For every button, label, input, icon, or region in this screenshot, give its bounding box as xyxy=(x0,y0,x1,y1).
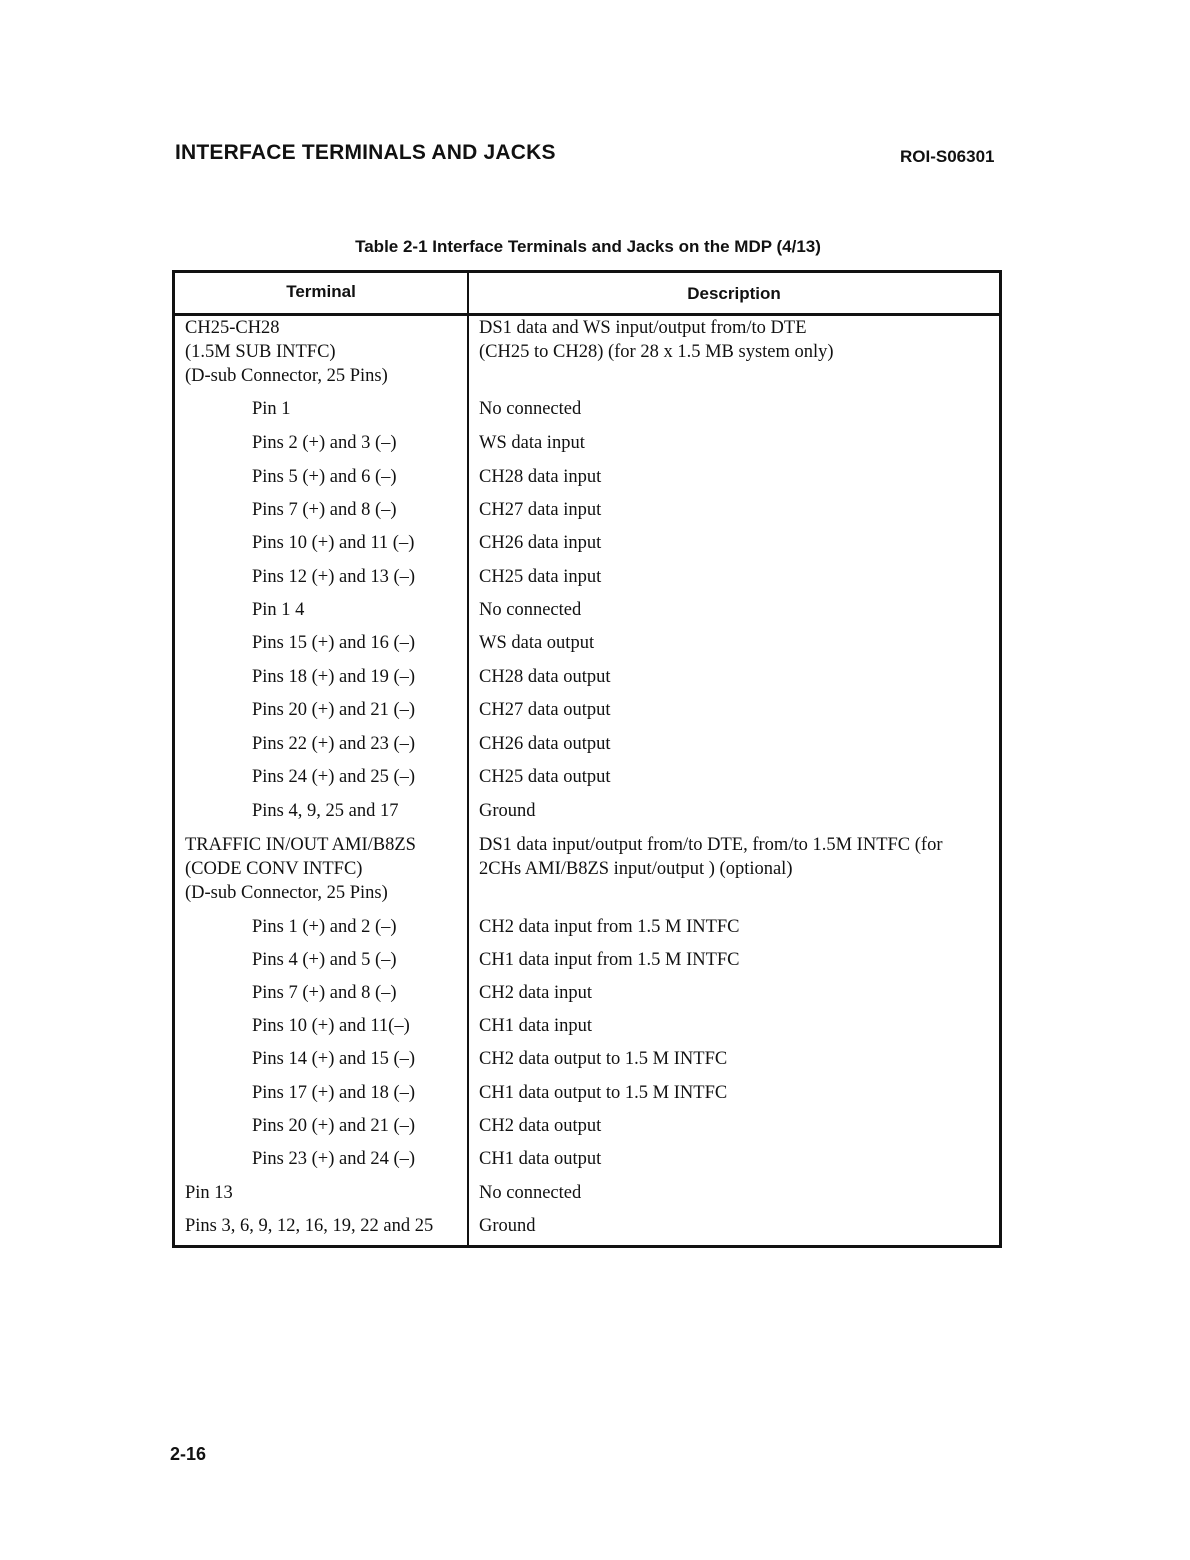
interface-terminals-table xyxy=(172,270,1002,1248)
terminal-text: Pins 4, 9, 25 and 17 xyxy=(252,801,399,821)
table-caption: Table 2-1 Interface Terminals and Jacks on the MDP (4/13) xyxy=(355,237,821,256)
terminal-text: Pins 2 (+) and 3 (–) xyxy=(252,433,397,453)
terminal-text: Pin 1 4 xyxy=(252,600,305,620)
document-id: ROI-S06301 xyxy=(900,147,995,166)
terminal-text: (CODE CONV INTFC) xyxy=(185,859,363,879)
terminal-text: Pin 1 xyxy=(252,399,291,419)
description-cell xyxy=(479,631,994,655)
terminal-cell xyxy=(185,316,465,388)
description-text: CH2 data output xyxy=(479,1116,602,1136)
terminal-text: CH25-CH28 xyxy=(185,318,280,338)
terminal-text: Pins 7 (+) and 8 (–) xyxy=(252,983,397,1003)
description-text: (CH25 to CH28) (for 28 x 1.5 MB system only) xyxy=(479,342,834,362)
terminal-text: Pins 10 (+) and 11 (–) xyxy=(252,533,415,553)
column-header-description: Description xyxy=(687,284,781,303)
terminal-cell xyxy=(185,1181,465,1205)
page-section-title: INTERFACE TERMINALS AND JACKS xyxy=(175,141,556,164)
description-cell xyxy=(479,465,994,489)
terminal-cell xyxy=(185,1214,465,1238)
description-text: No connected xyxy=(479,1183,582,1203)
terminal-text: Pin 13 xyxy=(185,1183,233,1203)
description-text: CH28 data output xyxy=(479,667,611,687)
terminal-text: (1.5M SUB INTFC) xyxy=(185,342,336,362)
description-cell xyxy=(479,665,994,689)
description-text: CH27 data output xyxy=(479,700,611,720)
description-text: 2CHs AMI/B8ZS input/output ) (optional) xyxy=(479,859,793,879)
description-cell xyxy=(479,1014,994,1038)
description-text: Ground xyxy=(479,801,536,821)
terminal-text: Pins 22 (+) and 23 (–) xyxy=(252,734,416,754)
description-text: No connected xyxy=(479,600,582,620)
description-cell xyxy=(479,948,994,972)
terminal-text: Pins 3, 6, 9, 12, 16, 19, 22 and 25 xyxy=(185,1216,434,1236)
terminal-text: Pins 18 (+) and 19 (–) xyxy=(252,667,416,687)
description-text: CH28 data input xyxy=(479,467,602,487)
terminal-cell xyxy=(185,833,465,905)
description-text: CH2 data input xyxy=(479,983,593,1003)
description-text: CH1 data output to 1.5 M INTFC xyxy=(479,1083,728,1103)
terminal-text: (D-sub Connector, 25 Pins) xyxy=(185,883,388,903)
terminal-text: Pins 1 (+) and 2 (–) xyxy=(252,917,397,937)
terminal-text: Pins 15 (+) and 16 (–) xyxy=(252,633,416,653)
description-text: CH2 data input from 1.5 M INTFC xyxy=(479,917,740,937)
terminal-text: Pins 5 (+) and 6 (–) xyxy=(252,467,397,487)
description-cell xyxy=(479,565,994,589)
description-text: CH1 data output xyxy=(479,1149,602,1169)
description-text: Ground xyxy=(479,1216,536,1236)
description-cell xyxy=(479,765,994,789)
description-cell xyxy=(479,732,994,756)
description-cell xyxy=(479,833,994,881)
description-cell xyxy=(479,1147,994,1171)
description-cell xyxy=(479,1181,994,1205)
description-cell xyxy=(479,316,994,364)
description-cell xyxy=(479,915,994,939)
terminal-text: Pins 17 (+) and 18 (–) xyxy=(252,1083,416,1103)
description-cell xyxy=(479,981,994,1005)
description-text: CH1 data input from 1.5 M INTFC xyxy=(479,950,740,970)
description-cell xyxy=(479,531,994,555)
description-text: WS data output xyxy=(479,633,595,653)
description-text: CH2 data output to 1.5 M INTFC xyxy=(479,1049,728,1069)
description-cell xyxy=(479,1081,994,1105)
description-text: CH26 data output xyxy=(479,734,611,754)
description-text: CH1 data input xyxy=(479,1016,593,1036)
description-text: DS1 data input/output from/to DTE, from/to 1.5M INTFC (for xyxy=(479,835,943,855)
description-text: WS data input xyxy=(479,433,585,453)
description-text: CH25 data output xyxy=(479,767,611,787)
column-header-terminal: Terminal xyxy=(286,282,356,301)
description-cell xyxy=(479,498,994,522)
description-cell xyxy=(479,799,994,823)
description-cell xyxy=(479,598,994,622)
terminal-text: TRAFFIC IN/OUT AMI/B8ZS xyxy=(185,835,416,855)
page-number: 2-16 xyxy=(170,1444,207,1464)
terminal-text: Pins 4 (+) and 5 (–) xyxy=(252,950,397,970)
description-cell xyxy=(479,1214,994,1238)
description-text: No connected xyxy=(479,399,582,419)
description-cell xyxy=(479,431,994,455)
terminal-text: Pins 20 (+) and 21 (–) xyxy=(252,700,416,720)
terminal-text: Pins 23 (+) and 24 (–) xyxy=(252,1149,416,1169)
description-cell xyxy=(479,698,994,722)
description-cell xyxy=(479,397,994,421)
terminal-text: Pins 12 (+) and 13 (–) xyxy=(252,567,416,587)
table-header-row xyxy=(175,273,999,316)
terminal-text: Pins 14 (+) and 15 (–) xyxy=(252,1049,416,1069)
description-cell xyxy=(479,1114,994,1138)
terminal-text: Pins 24 (+) and 25 (–) xyxy=(252,767,416,787)
terminal-text: Pins 7 (+) and 8 (–) xyxy=(252,500,397,520)
description-text: CH27 data input xyxy=(479,500,602,520)
terminal-text: (D-sub Connector, 25 Pins) xyxy=(185,366,388,386)
description-text: CH25 data input xyxy=(479,567,602,587)
terminal-text: Pins 20 (+) and 21 (–) xyxy=(252,1116,416,1136)
description-cell xyxy=(479,1047,994,1071)
terminal-text: Pins 10 (+) and 11(–) xyxy=(252,1016,410,1036)
description-text: DS1 data and WS input/output from/to DTE xyxy=(479,318,807,338)
description-text: CH26 data input xyxy=(479,533,602,553)
